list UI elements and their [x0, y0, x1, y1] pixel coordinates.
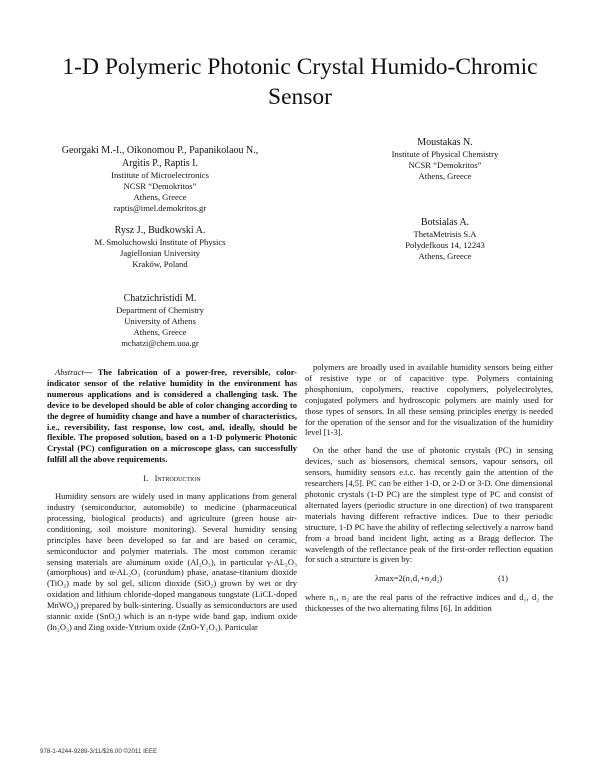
affiliation-line: Institute of Physical Chemistry	[391, 149, 499, 159]
paragraph-photonic-crystals: On the other hand the use of photonic crystals (PC) in sensing devices, such as biosensors, chemical sensors, vapour sensors, oil sensors, humidity sensors e.t.c. has recently gain the attention of the researchers [4,5]. PC can be either 1-D, or 2-D or 3-D. One dimensional photonic crystals (1-D PC) are the simplest type of PC and consist of alternated layers (periodic structure in one direction) of two transparent materials having different refractive indices. Due to their periodic structure, 1-D PC have the ability of reflecting selectively a narrow band from a broad band incident light, acting as a Bragg deflector. The wavelength of the reflectance peak of the first-order reflection equation for such a structure is given by:	[305, 445, 553, 565]
author-names: Argitis P., Raptis I.	[122, 158, 198, 169]
affiliation-line: Institute of Microelectronics	[111, 170, 209, 180]
section-heading	[47, 473, 297, 484]
paragraph-polymers: polymers are broadly used in available humidity sensors being either of resistive type or of capacitive type. Polymers containing phosphonium, copolymers, reactive copolymers, polyelectrolytes, conjugated polymers and hydroscopic polymers are mainly used for those types of sensors. In all these sensing principles energy is needed for the operation of the sensor and for the visualization of the humidity level [1-3].	[305, 362, 553, 438]
affiliation-line: M. Smoluchowski Institute of Physics	[94, 237, 226, 247]
affiliation-line: NCSR “Demokritos”	[408, 160, 482, 170]
equation-1	[305, 565, 553, 592]
author-email: raptis@imel.demokritos.gr	[113, 203, 207, 213]
title-line-1: 1-D Polymeric Photonic Crystal Humido-Chromic	[62, 54, 538, 80]
author-block-1	[40, 144, 280, 214]
affiliation-line: Athens, Greece	[418, 251, 472, 261]
affiliation-line: Polydefkous 14, 12243	[405, 240, 485, 250]
affiliation-line: ThetaMetrisis S.A	[413, 229, 477, 239]
author-names: Rysz J., Budkowski A.	[114, 225, 206, 236]
affiliation-line: Athens, Greece	[133, 192, 187, 202]
author-names: Chatzichristidi M.	[123, 293, 197, 304]
equation-text: λmax=2(n₁d₁+n₂d₂)	[375, 573, 443, 584]
affiliation-line: Department of Chemistry	[116, 305, 204, 315]
abstract-label: Abstract	[55, 367, 84, 377]
author-names: Moustakas N.	[417, 137, 473, 148]
section-number: I.	[143, 473, 149, 484]
intro-paragraph-1: Humidity sensors are widely used in many applications from general industry (semiconductor, automobile) to medicine (pharmaceutical processing, biological products) and agriculture (green house air-conditioning, soil moisture monitoring). Several humidity sensing principles have been developed so far and are based on ceramic, semiconductor and polymer materials. The most common ceramic sensing materials are aluminum oxide (Al₂O₃), in particular γ-AL₂O₃ (amorphous) and α-AL₂O₃ (corundum) phase, anatase-titanium dioxide (TiO₂) made by sol gel, silicon dioxide (SiO₂) grown by wet or dry oxidation and lithium chloride-doped manganous tungstate (LiCL-doped MnWO₄) prepared by bulk-sintering. Usually as semiconductors are used stannic oxide (SnO₂) which is an n-type wide band gap, indium oxide (In₂O₃) and Zing oxide-Yttrium oxide (ZnO-Y₂O₃). Particular	[47, 491, 297, 632]
author-block-5	[330, 216, 560, 262]
affiliation-line: Kraków, Poland	[132, 259, 188, 269]
author-block-3	[40, 292, 280, 349]
right-column	[305, 362, 553, 614]
copyright-footer: 978-1-4244-9289-3/11/$26.00 ©2011 IEEE	[40, 748, 158, 755]
left-column	[47, 367, 297, 633]
affiliation-line: NCSR “Demokritos”	[123, 181, 197, 191]
title-line-2: Sensor	[268, 84, 332, 110]
affiliation-line: University of Athens	[124, 316, 196, 326]
author-block-2	[40, 224, 280, 270]
equation-number: (1)	[498, 573, 508, 584]
affiliation-line: Athens, Greece	[133, 327, 187, 337]
author-names: Botsialas A.	[420, 217, 470, 228]
abstract	[47, 367, 297, 465]
affiliation-line: Athens, Greece	[418, 171, 472, 181]
author-names: Georgaki M.-I., Oikonomou P., Papanikolaou N.,	[61, 145, 259, 156]
section-title: Introduction	[154, 473, 201, 484]
author-block-4	[330, 136, 560, 182]
affiliation-line: Jagiellonian University	[120, 248, 200, 258]
abstract-text: — The fabrication of a power-free, reversible, color-indicator sensor of the relative humidity in the environment has numerous applications and is considered a challenging task. The device to be developed should be able of color changing according to the degree of humidity change and have a number of characteristics, i.e., reversibility, fast response, low cost, and, ideally, should be flexible. The proposed solution, based on a 1-D polymeric Photonic Crystal (PC) configuration on a microscope glass, can successfully fulfill all the above requirements.	[47, 367, 297, 465]
paragraph-continuation: where n₁, n₂ are the real parts of the refractive indices and d₁, d₂ the thicknesses of the two alternating films [6]. In addition	[305, 592, 553, 614]
paper-title	[40, 52, 560, 112]
author-email: mchatzi@chem.uoa.gr	[121, 338, 199, 348]
